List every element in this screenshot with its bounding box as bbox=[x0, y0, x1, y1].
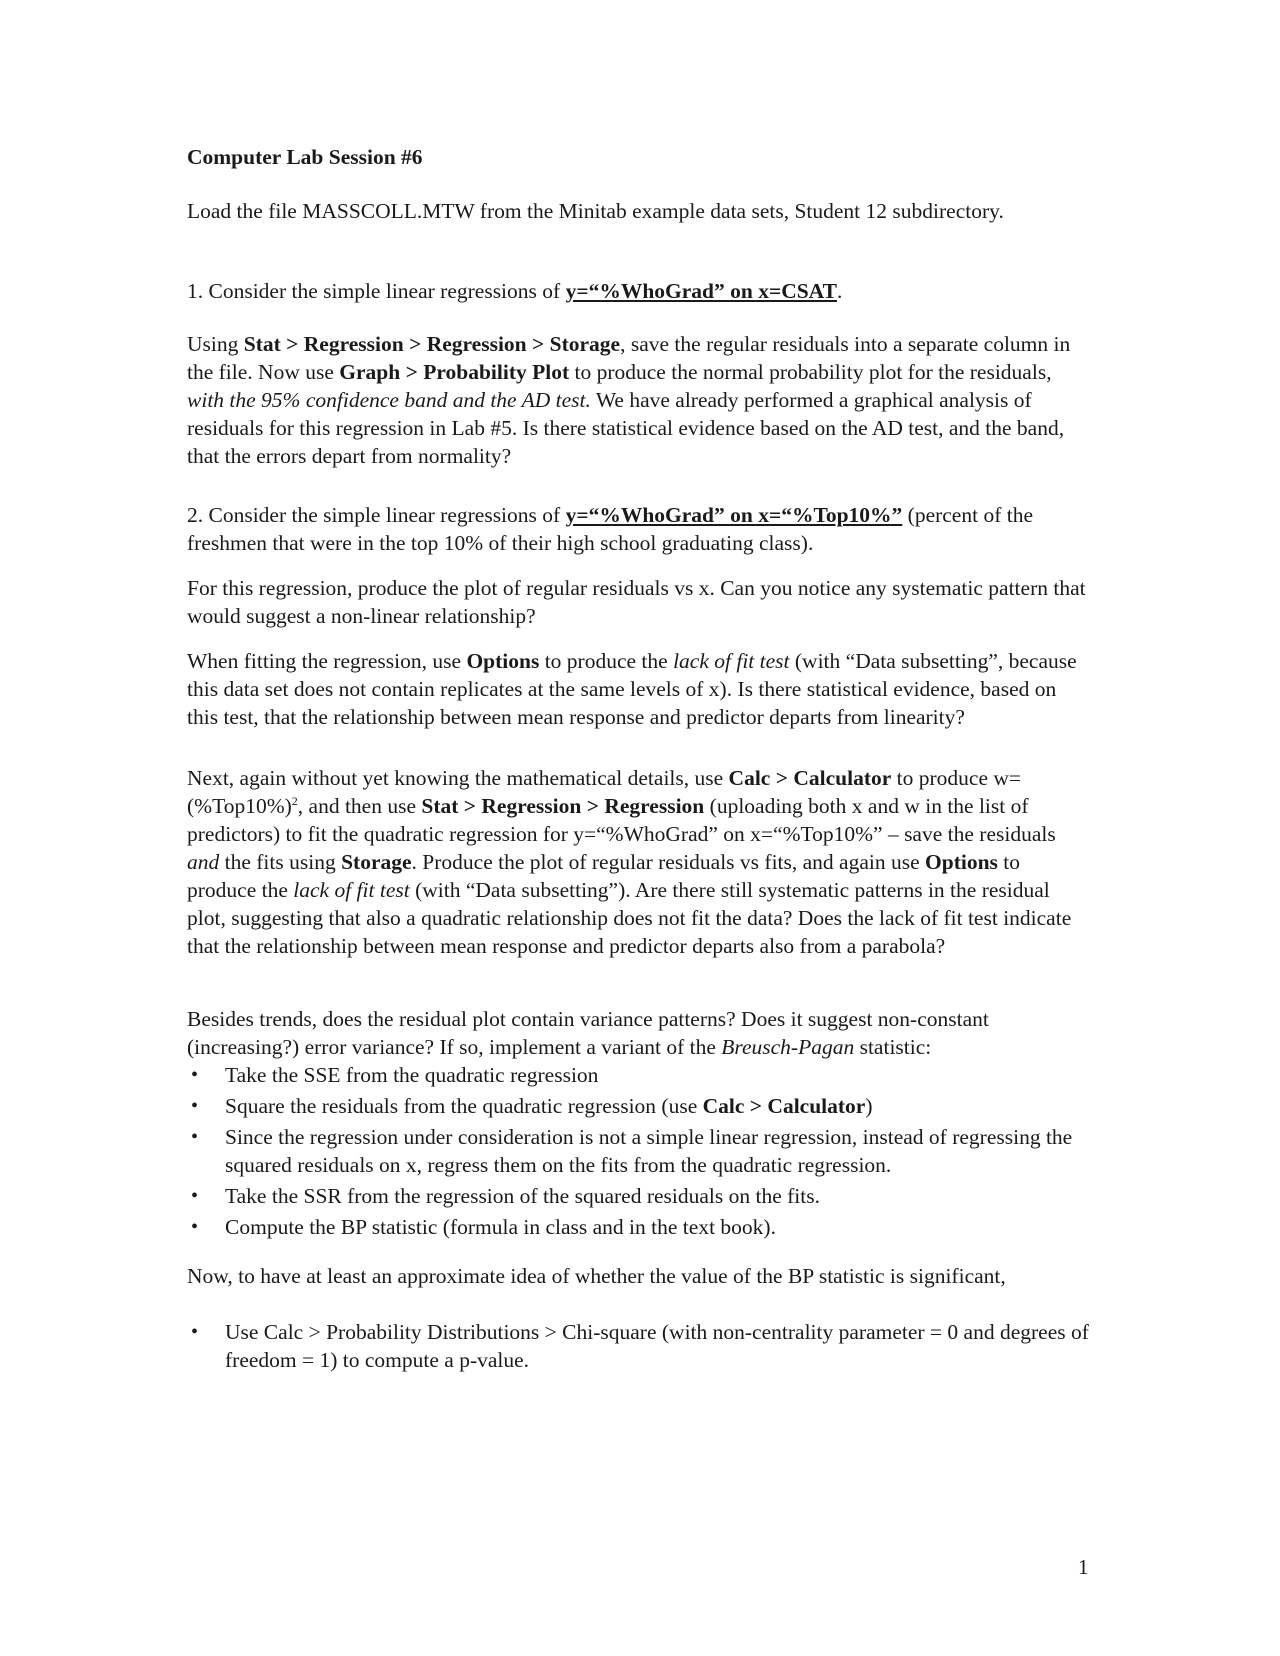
text-run: to produce w=(%Top10%) bbox=[187, 766, 1022, 818]
emphasis-text: with the 95% confidence band and the AD test. bbox=[187, 388, 591, 412]
emphasis-text: Breusch-Pagan bbox=[721, 1035, 855, 1059]
text-run: , save the regular residuals into a separate column in the file. Now use bbox=[187, 332, 1071, 384]
question-1 bbox=[187, 277, 1092, 305]
bullet-icon: • bbox=[191, 1216, 199, 1238]
text-run: When fitting the regression, use bbox=[187, 649, 467, 673]
list-item bbox=[187, 1318, 1092, 1374]
menu-path-probability-plot: Graph > Probability Plot bbox=[339, 360, 570, 384]
text-run: to produce the normal probability plot for the residuals, bbox=[569, 360, 1052, 384]
residual-plot-paragraph: For this regression, produce the plot of regular residuals vs x. Can you notice any systematic pattern that would suggest a non-linear relationship? bbox=[187, 576, 1086, 628]
text-run: . Produce the plot of regular residuals vs fits, and again use bbox=[411, 850, 926, 874]
emphasis-text: and bbox=[187, 850, 220, 874]
question-2 bbox=[187, 501, 1092, 557]
quadratic-paragraph bbox=[187, 764, 1092, 960]
menu-options: Options bbox=[925, 850, 998, 874]
list-item bbox=[187, 1061, 1092, 1089]
bp-steps-list bbox=[187, 1061, 1092, 1244]
menu-options: Options bbox=[466, 649, 540, 673]
text-run: (uploading both x and w in the list of predictors) to fit the quadratic regression for y=“%WhoGrad” on x=“%Top10%” – save the residuals bbox=[187, 794, 1056, 846]
bullet-icon: • bbox=[191, 1126, 199, 1148]
menu-calc-calculator: Calc > Calculator bbox=[702, 1094, 866, 1118]
intro-paragraph: Load the file MASSCOLL.MTW from the Minitab example data sets, Student 12 subdirectory. bbox=[187, 199, 1004, 223]
q2-lead: 2. Consider the simple linear regressions of bbox=[187, 503, 566, 527]
list-item bbox=[187, 1123, 1092, 1179]
q1-lead: 1. Consider the simple linear regressions of bbox=[187, 279, 566, 303]
bullet-icon: • bbox=[191, 1321, 199, 1343]
text-run: Besides trends, does the residual plot contain variance patterns? Does it suggest non-constant (increasing?) error variance? If so, implement a variant of the bbox=[187, 1007, 989, 1059]
list-item bbox=[187, 1182, 1092, 1210]
q1-model: y=“%WhoGrad” on x=CSAT bbox=[565, 279, 837, 303]
emphasis-text: lack of fit test bbox=[293, 878, 410, 902]
menu-calc-calculator: Calc > Calculator bbox=[728, 766, 892, 790]
text-run: (with “Data subsetting”, because this data set does not contain replicates at the same levels of x). Is there statistical evidence, based on this test, that the relationship between mean response and predictor departs from linearity? bbox=[187, 649, 1077, 729]
list-item-text: Compute the BP statistic (formula in class and in the text book). bbox=[225, 1215, 776, 1239]
text-run: Next, again without yet knowing the mathematical details, use bbox=[187, 766, 729, 790]
significance-paragraph: Now, to have at least an approximate idea of whether the value of the BP statistic is significant, bbox=[187, 1264, 1006, 1288]
list-item bbox=[187, 1092, 1092, 1120]
text-run: statistic: bbox=[854, 1035, 932, 1059]
text-run: We have already performed a graphical analysis of residuals for this regression in Lab #5. Is there statistical evidence based on the AD test, and the band, that the errors depart from normality? bbox=[187, 388, 1065, 468]
text-run: Using bbox=[187, 332, 244, 356]
list-item-text: Since the regression under consideration is not a simple linear regression, instead of regressing the squared residuals on x, regress them on the fits from the quadratic regression. bbox=[225, 1125, 1073, 1177]
text-run: (with “Data subsetting”). Are there still systematic patterns in the residual plot, suggesting that also a quadratic relationship does not fit the data? Does the lack of fit test indicate that the relationship between mean response and predictor departs also from a parabola? bbox=[187, 878, 1072, 958]
list-item-text: Take the SSE from the quadratic regression bbox=[225, 1063, 599, 1087]
list-item bbox=[187, 1213, 1092, 1241]
bullet-icon: • bbox=[191, 1095, 199, 1117]
emphasis-text: lack of fit test bbox=[673, 649, 790, 673]
lack-of-fit-paragraph bbox=[187, 647, 1092, 731]
text-run: , and then use bbox=[297, 794, 422, 818]
list-item-text: ) bbox=[865, 1094, 873, 1118]
text-run: to produce the bbox=[539, 649, 674, 673]
list-item-text: Use Calc > Probability Distributions > Chi-square (with non-centrality parameter = 0 and degrees of freedom = 1) to compute a p-value. bbox=[225, 1320, 1089, 1372]
storage-paragraph bbox=[187, 330, 1092, 470]
menu-path-storage: Stat > Regression > Regression > Storage bbox=[243, 332, 621, 356]
page-number: 1 bbox=[1078, 1555, 1089, 1579]
list-item-text: Take the SSR from the regression of the squared residuals on the fits. bbox=[225, 1184, 820, 1208]
q1-end: . bbox=[836, 279, 843, 303]
final-steps-list bbox=[187, 1318, 1092, 1377]
breusch-pagan-paragraph bbox=[187, 1005, 1092, 1061]
text-run: the fits using bbox=[219, 850, 342, 874]
bullet-icon: • bbox=[191, 1064, 199, 1086]
page-title: Computer Lab Session #6 bbox=[187, 145, 423, 169]
list-item-text: Square the residuals from the quadratic regression (use bbox=[225, 1094, 703, 1118]
menu-path-regression: Stat > Regression > Regression bbox=[421, 794, 705, 818]
bullet-icon: • bbox=[191, 1185, 199, 1207]
q2-rest: (percent of the freshmen that were in the top 10% of their high school graduating class). bbox=[187, 503, 1034, 555]
q2-model: y=“%WhoGrad” on x=“%Top10%” bbox=[565, 503, 903, 527]
text-run: to produce the bbox=[187, 850, 1021, 902]
menu-storage: Storage bbox=[341, 850, 412, 874]
superscript: 2 bbox=[291, 793, 298, 808]
document-page bbox=[187, 0, 1092, 1656]
